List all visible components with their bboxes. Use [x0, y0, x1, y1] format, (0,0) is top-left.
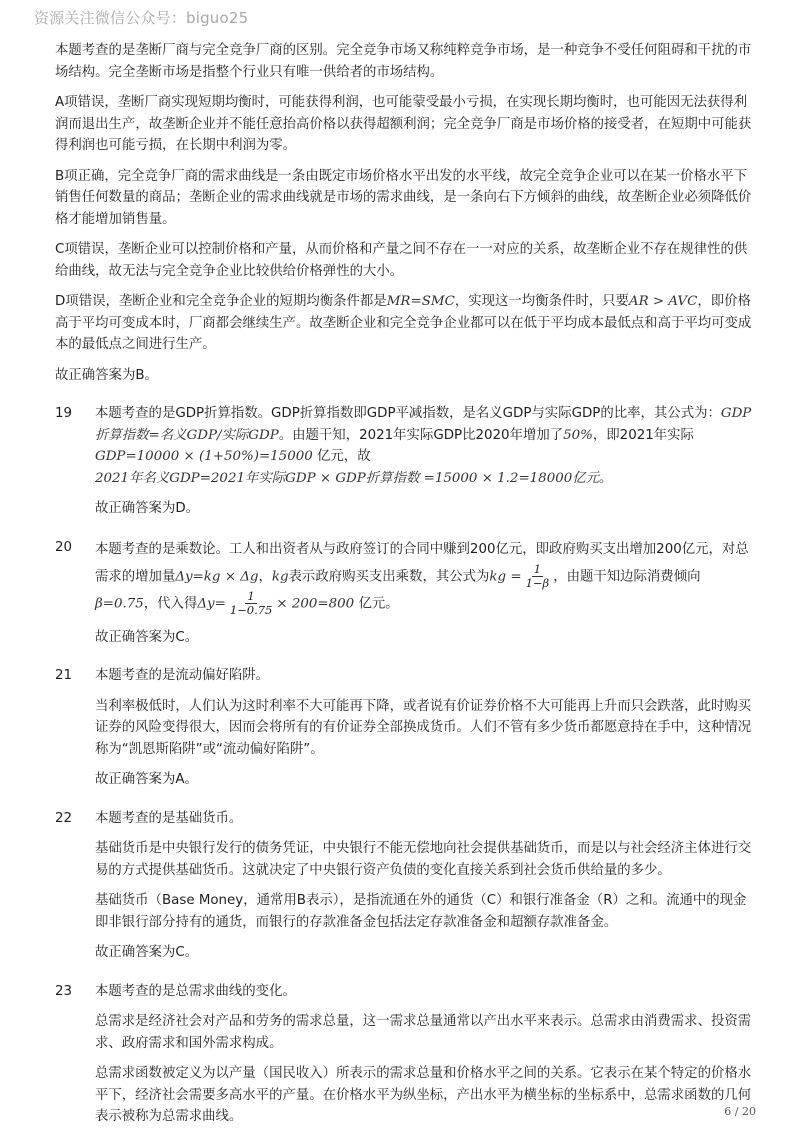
math-formula: kg =	[489, 569, 522, 584]
text: ，即价格高于平均可变成本时，厂商都会继续生产。故垄断企业和完全竞争企业都可以在低于平均成本最低点和高于平均可变成本的最低点之间进行生产。	[55, 294, 752, 352]
text: ，实现这一均衡条件时，只要	[454, 294, 629, 309]
question-23	[55, 981, 755, 1137]
question-explanation: 总需求函数被定义为以产量（国民收入）所表示的需求总量和价格水平之间的关系。它表示在某个特定的价格水平下，经济社会需要多高水平的产量。在价格水平为纵坐标，产出水平为横坐标的坐标系中，总需求函数的几何表示被称为总需求曲线。	[95, 1066, 752, 1124]
question-body	[95, 403, 755, 529]
question-explanation: 基础货币（Base Money，通常用B表示），是指流通在外的通货（C）和银行准备金（R）之和。流通中的现金即非银行部分持有的通货，而银行的存款准备金包括法定存款准备金和超额存款准备金。	[95, 893, 747, 930]
answer-line: 故正确答案为A。	[95, 772, 198, 787]
question-explanation	[95, 537, 755, 618]
text: ，	[258, 569, 272, 584]
math-formula: GDP折算指数=名义GDP/实际GDP	[95, 406, 752, 443]
question-20	[55, 537, 755, 658]
question-title: 本题考查的是基础货币。	[95, 810, 243, 826]
question-22	[55, 808, 755, 973]
answer-line: 故正确答案为B。	[55, 367, 158, 383]
question-explanation: 基础货币是中央银行发行的债务凭证，中央银行不能无偿地向社会提供基础货币，而是以与社会经济主体进行交易的方式提供基础货币。这就决定了中央银行资产负债的变化直接关系到社会货币供给量的多少。	[95, 841, 752, 878]
intro-paragraph: 本题考查的是垄断厂商与完全竞争厂商的区别。完全竞争市场又称纯粹竞争市场，是一种竞争不受任何阻碍和干扰的市场结构。完全垄断市场是指整个行业只有唯一供给者的市场结构。	[55, 43, 752, 80]
math-formula: GDP=10000 × (1+50%)=15000	[95, 449, 313, 464]
question-explanation: 当利率极低时，人们认为这时利率不大可能再下降，或者说有价证券价格不大可能再上升而只会跌落，此时购买证券的风险变得很大，因而会将所有的有价证券全部换成货币。人们不管有多少货币都愿意持在手中，这种情况称为“凯恩斯陷阱”或“流动偏好陷阱”。	[95, 698, 752, 757]
question-title: 本题考查的是总需求曲线的变化。	[95, 983, 296, 999]
fraction-numerator: 1	[247, 589, 255, 603]
math-formula: × 200=800	[276, 596, 355, 612]
question-19	[55, 403, 755, 529]
question-number: 21	[55, 668, 73, 683]
math-formula: Δy=kg × Δg	[175, 569, 259, 584]
text: D项错误，垄断企业和完全竞争企业的短期均衡条件都是	[55, 294, 387, 309]
math-formula: 2021年名义GDP=2021年实际GDP × GDP折算指数 =15000 × 1.2=18000亿元	[95, 470, 600, 486]
fraction	[228, 590, 275, 617]
text: ，代入得	[143, 596, 198, 612]
question-title: 本题考查的是流动偏好陷阱。	[95, 668, 270, 683]
page-number: 6 / 20	[724, 1105, 756, 1118]
question-explanation: 总需求是经济社会对产品和劳务的需求总量，这一需求总量通常以产出水平来表示。总需求由消费需求、投资需求、政府需求和国外需求构成。	[95, 1014, 752, 1051]
question-body	[95, 808, 755, 973]
question-body	[95, 981, 755, 1137]
fraction-denominator: 1−β	[525, 575, 550, 590]
text: 。由题干知，2021年实际GDP比2020年增加了	[278, 427, 564, 443]
answer-line: 故正确答案为C。	[95, 945, 199, 960]
option-d-paragraph	[55, 291, 755, 356]
answer-line: 故正确答案为D。	[95, 501, 200, 516]
math-formula: kg	[271, 569, 289, 584]
math-formula: 50%	[563, 427, 593, 443]
text: 本题考查的是乘数论。工人和出资者从与政府签订的合同中赚到200亿元，即政府购买支出增加200亿元，对总需求的增加量	[95, 541, 749, 584]
question-number: 23	[55, 983, 73, 999]
question-number: 22	[55, 810, 73, 826]
text: ，即2021年实际	[592, 427, 694, 443]
answer-line: 故正确答案为C。	[95, 629, 199, 645]
text: 本题考查的是GDP折算指数。GDP折算指数即GDP平减指数，是名义GDP与实际GDP的比率，其公式为：	[95, 406, 721, 421]
document-body	[55, 40, 755, 1137]
fraction	[524, 563, 552, 590]
fraction-numerator: 1	[533, 561, 542, 576]
question-explanation	[95, 403, 755, 489]
math-formula: β=0.75	[95, 596, 144, 612]
text: 表示政府购买支出乘数，其公式为	[288, 569, 490, 584]
text: 亿元，故	[312, 449, 371, 464]
text: 亿元。	[354, 596, 399, 612]
option-b-paragraph: B项正确，完全竞争厂商的需求曲线是一条由既定市场价格水平出发的水平线，故完全竞争企业可以在某一价格水平下销售任何数量的商品；垄断企业的需求曲线就是市场的需求曲线，是一条向右下方倾斜的曲线，故垄断企业必须降低价格才能增加销售量。	[55, 168, 752, 227]
fraction-denominator: 1−0.75	[229, 603, 273, 617]
option-c-paragraph: C项错误，垄断企业可以控制价格和产量，从而价格和产量之间不存在一一对应的关系，故垄断企业不存在规律性的供给曲线，故无法与完全竞争企业比较供给价格弹性的大小。	[55, 242, 748, 279]
question-21	[55, 665, 755, 800]
watermark-text: 资源关注微信公众号：biguo25	[34, 9, 249, 27]
text: ，由题干知边际消费倾向	[553, 569, 701, 584]
question-number: 19	[55, 406, 73, 421]
question-body	[95, 537, 755, 658]
math-formula: Δy=	[197, 596, 226, 612]
option-a-paragraph: A项错误，垄断厂商实现短期均衡时，可能获得利润，也可能蒙受最小亏损，在实现长期均衡时，也可能因无法获得利润而退出生产，故垄断企业并不能任意抬高价格以获得超额利润；完全竞争厂商是市场价格的接受者，在短期中可能获得利润也可能亏损，在长期中利润为零。	[55, 95, 752, 153]
math-formula: AR > AVC	[628, 294, 698, 309]
text: 。	[599, 470, 613, 486]
question-number: 20	[55, 539, 73, 555]
question-body	[95, 665, 755, 800]
math-formula: MR=SMC	[386, 294, 455, 309]
